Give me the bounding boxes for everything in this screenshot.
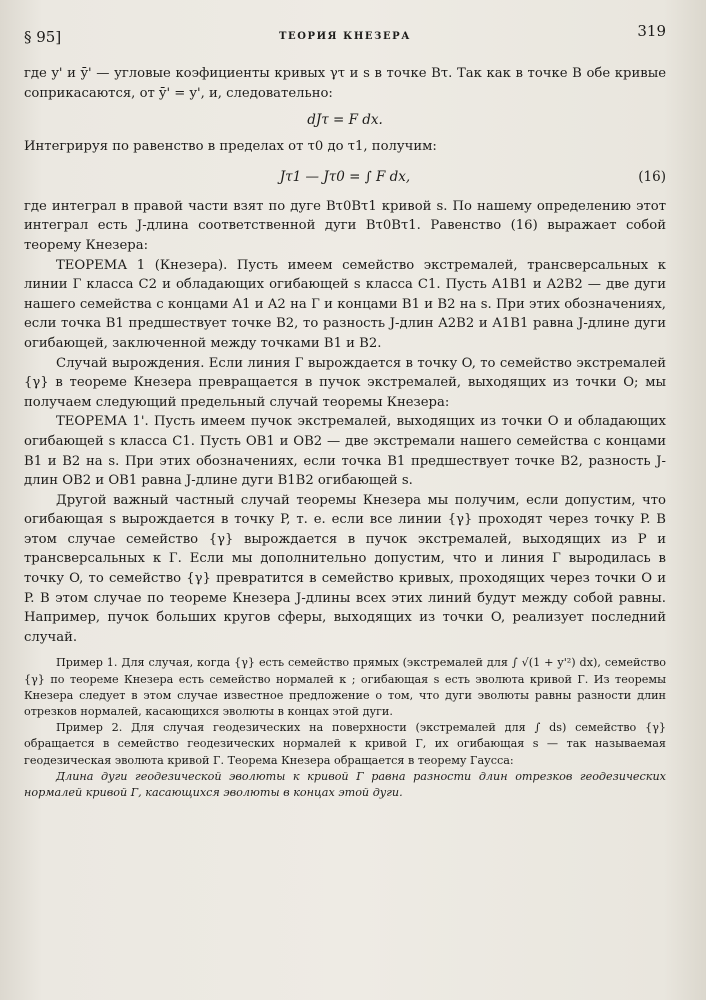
equation-dj: dJτ = F dx. <box>307 112 383 129</box>
running-header <box>24 22 666 48</box>
theorem-1: ТЕОРЕМА 1 (Кнезера). Пусть имеем семейство экстремалей, трансверсальных к линии Г класса C2 и обладающих огибающей s класса C1. Пусть A1B1 и A2B2 — две дуги нашего семейства с концами A1 и A2 на Г и концами B1 и B2 на s. При этих обозначениях, если точка B1 предшествует точке B2, то разность J-длин A2B2 и A1B1 равна J-длине дуги огибающей, заключенной между точками B1 и B2. <box>24 257 666 351</box>
page-body <box>24 64 666 801</box>
paragraph-integrating: Интегрируя по равенство в пределах от τ0 до τ1, получим: <box>24 139 437 155</box>
equation-16 <box>24 157 666 197</box>
paragraph-tangent-slopes: где y' и ȳ' — угловые коэфициенты кривых γτ и s в точке Bτ. Так как в точке B обе кривые соприкасаются, от ȳ' = y', и, следовательно: <box>24 66 666 101</box>
paragraph-degenerate-case: Случай вырождения. Если линия Г вырождается в точку O, то семейство экстремалей {γ} в теореме Кнезера превращается в пучок экстремалей, выходящих из точки O; мы получаем следующий предельный случай теоремы Кнезера: <box>24 355 666 410</box>
page-number: 319 <box>637 22 666 40</box>
section-number: § 95] <box>24 28 62 46</box>
running-title: ТЕОРИЯ КНЕЗЕРА <box>278 31 412 42</box>
gauss-theorem: Длина дуги геодезической эволюты к кривой Г равна разности длин отрезков геодезических нормалей кривой Г, касающихся эволюты в концах этой дуги. <box>24 769 666 800</box>
theorem-1-prime: ТЕОРЕМА 1'. Пусть имеем пучок экстремалей, выходящих из точки O и обладающих огибающей s класса C1. Пусть OB1 и OB2 — две экстремали нашего семейства с концами B1 и B2 на s. При этих обозначениях, если точка B1 предшествует точке B2, разность J-длин OB2 и OB1 равна J-длине дуги B1B2 огибающей s. <box>24 414 666 489</box>
equation-16-body: Jτ1 — Jτ0 = ∫ F dx, <box>279 168 411 185</box>
example-1: Пример 1. Для случая, когда {γ} есть семейство прямых (экстремалей для ∫ √(1 + y'²) dx), семейство {γ} по теореме Кнезера есть семейство нормалей к ; огибающая s есть эволюта кривой Г. Из теоремы Кнезера следует в этом случае известное предложение о том, что дуги эволюты равны разности длин отрезков нормалей, касающихся эволюты в концах этой дуги. <box>24 656 666 719</box>
example-2: Пример 2. Для случая геодезических на поверхности (экстремалей для ∫ ds) семейство {γ} обращается в семейство геодезических нормалей к кривой Г, их огибающая s — так называемая геодезическая эволюта кривой Г. Теорема Кнезера обращается в теорему Гаусса: <box>24 721 666 767</box>
equation-16-number: (16) <box>638 168 666 185</box>
paragraph-special-case: Другой важный частный случай теоремы Кнезера мы получим, если допустим, что огибающая s вырождается в точку P, т. е. если все линии {γ} проходят через точку P. В этом случае семейство {γ} вырождается в пучок экстремалей, выходящих из P и трансверсальных к Г. Если мы дополнительно допустим, что и линия Г выродилась в точку O, то семейство {γ} превратится в семейство кривых, проходящих через точки O и P. В этом случае по теореме Кнезера J-длины всех этих линий будут между собой равны. Например, пучок больших кругов сферы, выходящих из точки O, реализует последний случай. <box>24 492 666 645</box>
paragraph-j-length: где интеграл в правой части взят по дуге Bτ0Bτ1 кривой s. По нашему определению этот интеграл есть J-длина соответственной дуги Bτ0Bτ1. Равенство (16) выражает собой теорему Кнезера: <box>24 198 666 253</box>
